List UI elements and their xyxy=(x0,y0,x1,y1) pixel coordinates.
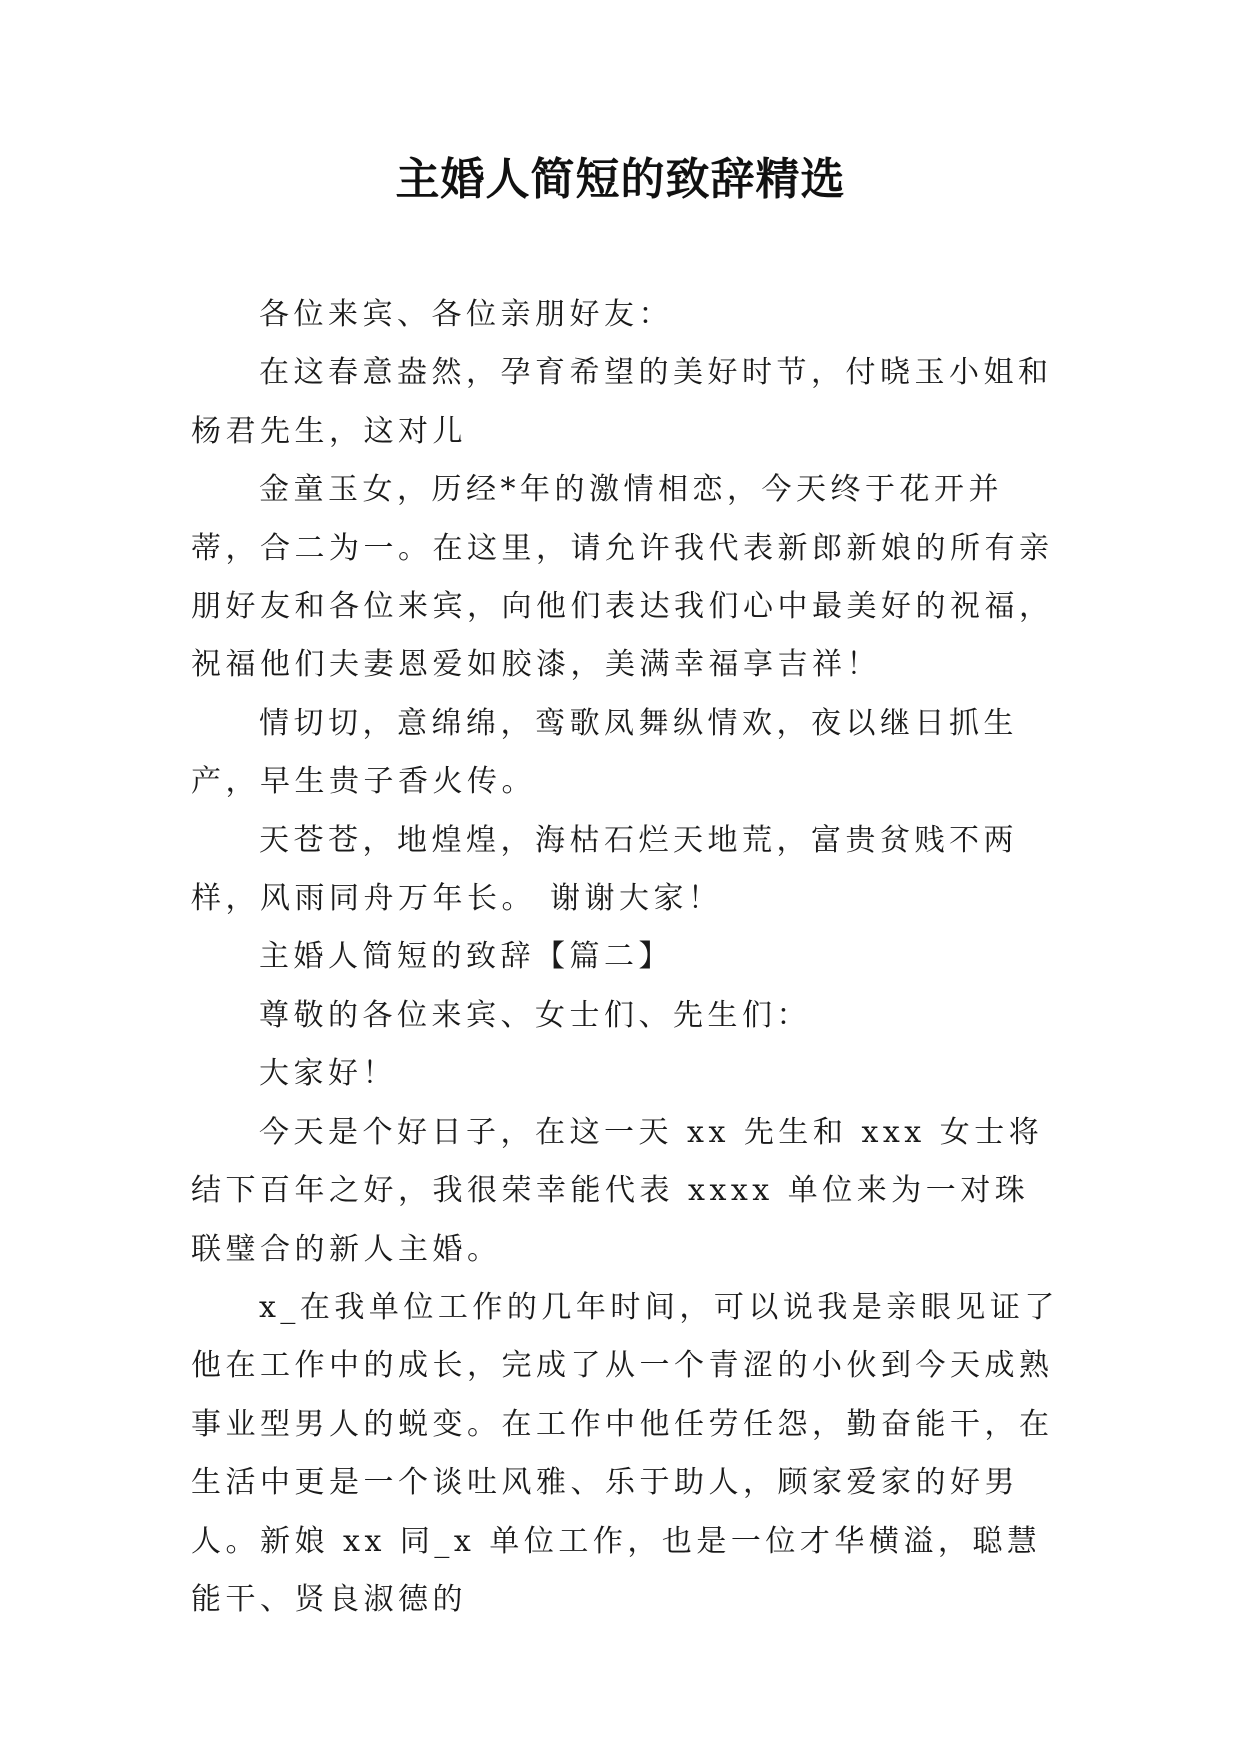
paragraph-hello: 大家好！ xyxy=(259,1056,397,1092)
section-heading-part-two: 主婚人简短的致辞【篇二】 xyxy=(259,939,673,975)
paragraph-blessing: 金童玉女，历经*年的激情相恋，今天终于花开并蒂，合二为一。在这里，请允许我代表新郎新娘的所有亲朋好友和各位来宾，向他们表达我们心中最美好的祝福，祝福他们夫妻恩爱如胶漆，美满幸福享吉祥！ xyxy=(191,472,1054,683)
paragraph-introduction: 今天是个好日子，在这一天 xx 先生和 xxx 女士将结下百年之好，我很荣幸能代表 xxxx 单位来为一对珠联璧合的新人主婚。 xyxy=(191,1114,1044,1267)
document-body xyxy=(191,286,1061,1629)
paragraph-greeting: 各位来宾、各位亲朋好友： xyxy=(259,297,673,332)
paragraph-verse-two: 天苍苍，地煌煌，海枯石烂天地荒，富贵贫贱不两样，风雨同舟万年长。 谢谢大家！ xyxy=(191,822,1018,917)
paragraph-salutation: 尊敬的各位来宾、女士们、先生们： xyxy=(259,997,811,1033)
document-title: 主婚人简短的致辞精选 xyxy=(395,154,846,205)
paragraph-verse-one: 情切切，意绵绵，鸾歌凤舞纵情欢，夜以继日抓生产，早生贵子香火传。 xyxy=(191,705,1018,800)
paragraph-opening: 在这春意盎然，孕育希望的美好时节，付晓玉小姐和杨君先生，这对儿 xyxy=(191,355,1053,449)
paragraph-groom-description: x_在我单位工作的几年时间，可以说我是亲眼见证了他在工作中的成长，完成了从一个青涩的小伙到今天成熟事业型男人的蜕变。在工作中他任劳任怨，勤奋能干，在生活中更是一个谈吐风雅、乐于助人，顾家爱家的好男人。新娘 xx 同_x 单位工作，也是一位才华横溢，聪慧能干、贤良淑德的 xyxy=(191,1289,1059,1617)
